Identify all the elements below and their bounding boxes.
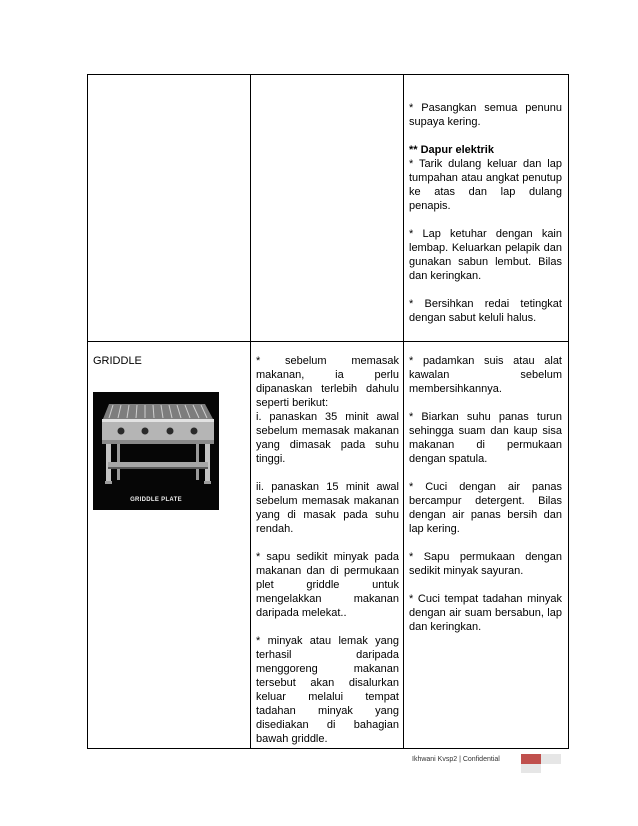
row2-col2-paragraph: * minyak atau lemak yang terhasil daripada menggoreng makanan tersebut akan disalurkan keluar melalui tempat tadahan minyak yang disediakan di bahagian bawah griddle. (256, 635, 399, 745)
row2-col3-paragraph: * Sapu permukaan dengan sedikit minyak sayuran. (409, 551, 562, 577)
row1-col3-paragraph: * Lap ketuhar dengan kain lembap. Keluarkan pelapik dan gunakan sabun lembut. Bilas dan keringkan. (409, 228, 562, 282)
row1-col3-paragraph: * Tarik dulang keluar dan lap tumpahan atau angkat penutup ke atas dan lap dulang penapis. (409, 158, 562, 212)
image-caption: GRIDDLE PLATE (130, 497, 182, 503)
table-border-bottom (87, 748, 569, 749)
table-border-top (87, 74, 569, 75)
row-divider (87, 341, 569, 342)
table-border-right (568, 74, 569, 749)
row2-col3-paragraph: * padamkan suis atau alat kawalan sebelum membersihkannya. (409, 355, 562, 395)
row2-col3-paragraph: * Cuci dengan air panas bercampur detergent. Bilas dengan air panas bersih dan lap kering. (409, 481, 562, 535)
row2-col2-paragraph: i. panaskan 35 minit awal sebelum memasak makanan yang dimasak pada suhu tinggi. (256, 411, 399, 465)
row2-col2-paragraph: ii. panaskan 15 minit awal sebelum memasak makanan yang di masak pada suhu rendah. (256, 481, 399, 535)
item-name: GRIDDLE (93, 355, 142, 367)
page-footer-text: Ikhwani Kvsp2 | Confidential (412, 756, 500, 763)
row1-col3-heading: ** Dapur elektrik (409, 144, 494, 156)
row1-col3-paragraph: * Pasangkan semua penunu supaya kering. (409, 102, 562, 128)
column-divider-2 (403, 74, 404, 749)
griddle-image (93, 392, 219, 510)
row2-col3-cell (409, 354, 562, 634)
row1-col3-cell (409, 101, 562, 325)
row2-col2-paragraph: * sebelum memasak makanan, ia perlu dipanaskan terlebih dahulu seperti berikut: (256, 355, 399, 409)
table-border-left (87, 74, 88, 749)
footer-grey-block (541, 754, 561, 764)
content-table (87, 74, 569, 749)
column-divider-1 (250, 74, 251, 749)
row2-col2-paragraph: * sapu sedikit minyak pada makanan dan di permukaan plet griddle untuk mengelakkan makanan daripada melekat.. (256, 551, 399, 619)
griddle-illustration (93, 392, 219, 510)
row2-col3-paragraph: * Cuci tempat tadahan minyak dengan air suam bersabun, lap dan keringkan. (409, 593, 562, 633)
footer-accent-block (521, 754, 541, 764)
footer-grey-block (521, 764, 541, 773)
row1-col3-paragraph: * Bersihkan redai tetingkat dengan sabut keluli halus. (409, 298, 562, 324)
row2-col3-paragraph: * Biarkan suhu panas turun sehingga suam dan kaup sisa makanan di permukaan dengan spatula. (409, 411, 562, 465)
row2-col2-cell (256, 354, 399, 746)
